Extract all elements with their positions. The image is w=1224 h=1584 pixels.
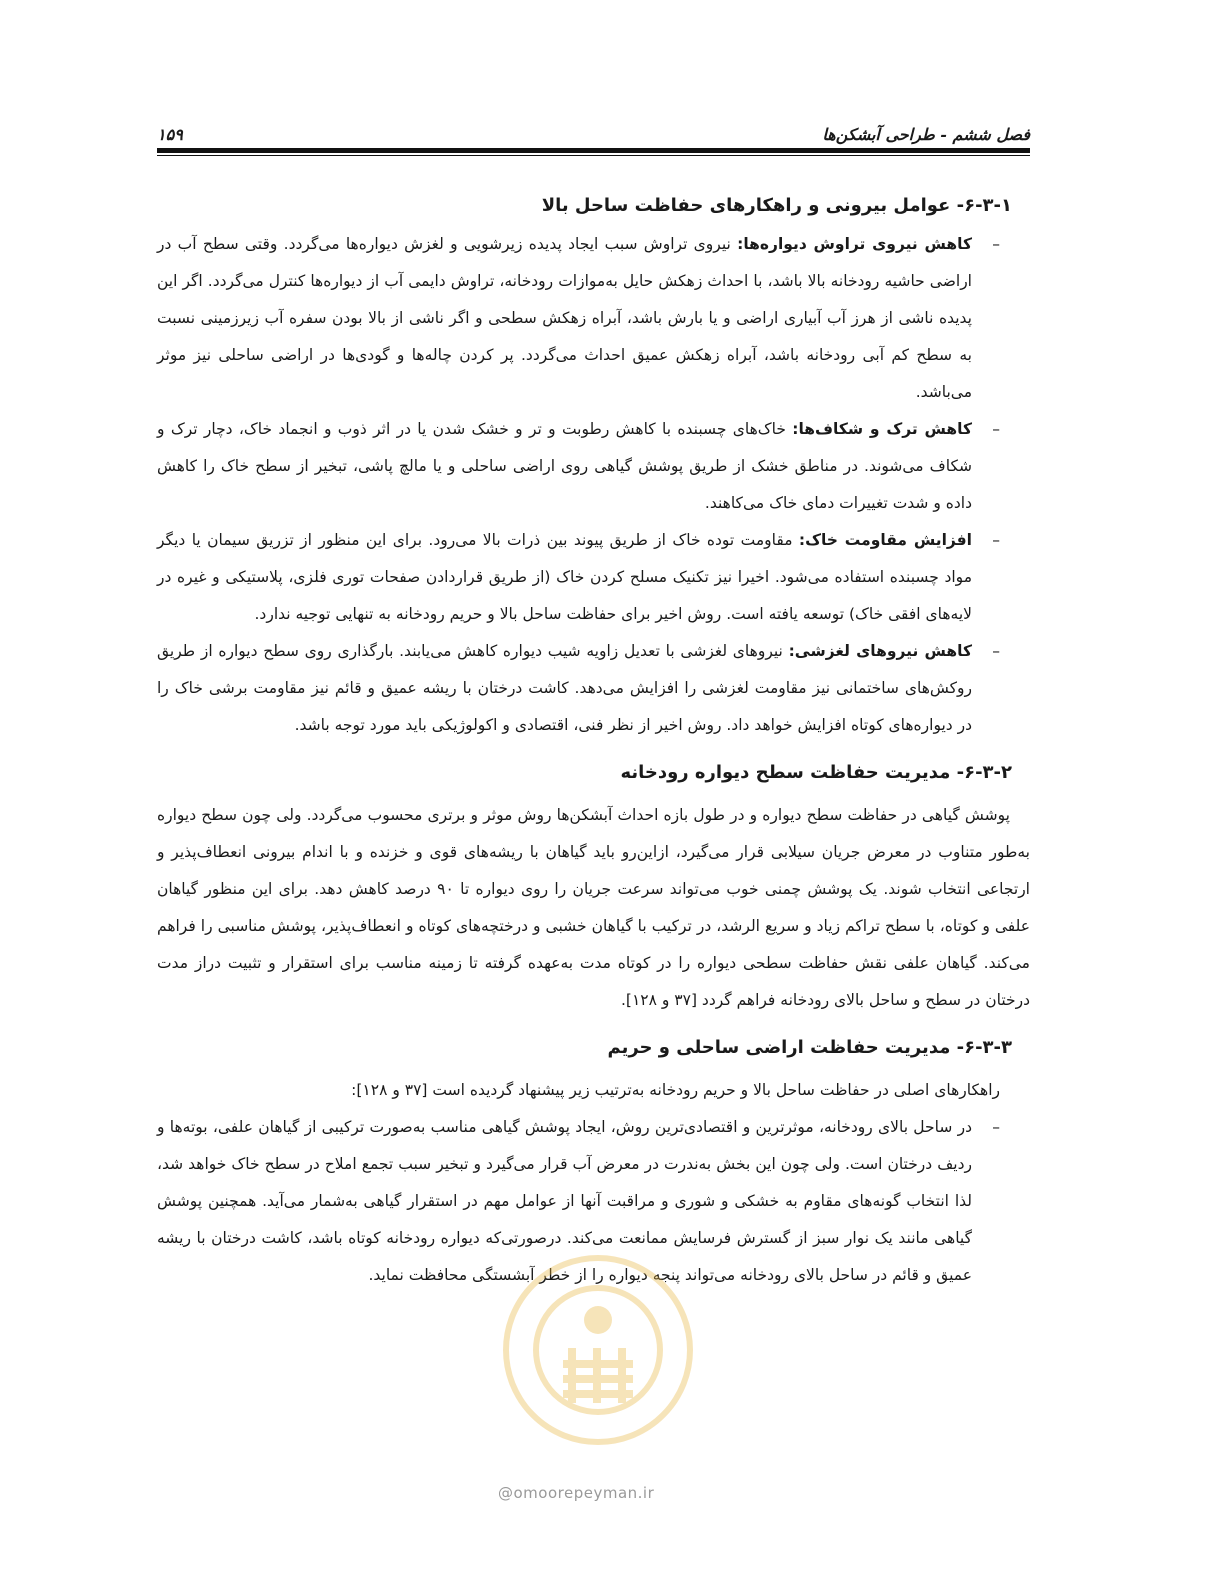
section-heading-3: ۶-۳-۳- مدیریت حفاظت اراضی ساحلی و حریم [607,1037,1012,1058]
item-text: نیروهای لغزشی با تعدیل زاویه شیب دیواره کاهش می‌یابند. بارگذاری روی سطح دیواره از طریق روکش‌های ساختمانی نیز مقاومت لغزشی را افزایش می‌دهد. کاشت درختان با ریشه عمیق و قائم نیز مقاومت برشی خاک را در دیواره‌های کوتاه افزایش خواهد داد. روش اخیر از نظر فنی، اقتصادی و اکولوژیکی باید مورد توجه باشد. [157,642,972,734]
page [157,118,1030,1294]
list-item [157,522,1030,633]
page-header [157,118,1030,144]
section-2-paragraph: پوشش گیاهی در حفاظت سطح دیواره و در طول بازه احداث آبشکن‌ها روش موثر و برتری محسوب می‌گردد. ولی چون سطح دیواره به‌طور متناوب در معرض جریان سیلابی قرار می‌گیرد، ازاین‌رو باید گیاهان با ریشه‌های قوی و خزنده و با اندام بیرونی انعطاف‌پذیر و ارتجاعی انتخاب شوند. یک پوشش چمنی خوب می‌تواند سرعت جریان را روی دیواره تا ۹۰ درصد کاهش دهد. برای این منظور گیاهان علفی و کوتاه، با سطح تراکم زیاد و سریع الرشد، در ترکیب با گیاهان خشبی و درختچه‌های کوتاه و انعطاف‌پذیر، پوشش مناسبی را فراهم می‌کند. گیاهان علفی نقش حفاظت سطحی دیواره را در کوتاه مدت به‌عهده گرفته تا زمینه مناسب برای استقرار و تثبیت دراز مدت درختان در سطح و ساحل بالای رودخانه فراهم گردد [۳۷ و ۱۲۸]. [157,806,1030,1009]
dash-bullet-icon: – [992,420,1000,438]
section-1-list [157,226,1030,744]
list-item [157,226,1030,411]
watermark-url-text: omoorepeyman.ir [513,1484,655,1502]
section-heading-2: ۶-۳-۲- مدیریت حفاظت سطح دیواره رودخانه [620,762,1012,783]
item-text: در ساحل بالای رودخانه، موثرترین و اقتصادی‌ترین روش، ایجاد پوشش گیاهی مناسب به‌صورت ترکیبی از گیاهان علفی، بوته‌ها و ردیف درختان است. ولی چون این بخش به‌ندرت در معرض آب قرار می‌گیرد و تبخیر سبب تجمع املاح در سطح خاک خواهد شد، لذا انتخاب گونه‌های مقاوم به خشکی و شوری و مراقبت آنها از عوامل مهم در استقرار گیاهی به‌شمار می‌آید. همچنین پوشش گیاهی مانند یک نوار سبز از گسترش فرسایش ممانعت می‌کند. درصورتی‌که دیواره رودخانه کوتاه باشد، کاشت درختان با ریشه عمیق و قائم در ساحل بالای رودخانه می‌تواند پنجه دیواره را از خطر آبشستگی محافظت نماید. [157,1118,972,1284]
dash-bullet-icon: – [992,531,1000,549]
item-term: کاهش ترک و شکاف‌ها: [792,420,972,438]
item-text: مقاومت توده خاک از طریق پیوند بین ذرات بالا می‌رود. برای این منظور از تزریق سیمان یا دیگر مواد چسبنده استفاده می‌شود. اخیرا نیز تکنیک مسلح کردن خاک (از طریق قراردادن صفحات توری فلزی، پلاستیکی و غیره در لایه‌های افقی خاک) توسعه یافته است. روش اخیر برای حفاظت ساحل بالا و حریم رودخانه به تنهایی توجیه ندارد. [157,531,972,623]
item-term: کاهش نیروی تراوش دیواره‌ها: [737,235,972,253]
dash-bullet-icon: – [992,1118,1000,1136]
chapter-title: فصل ششم - طراحی آبشکن‌ها [822,125,1030,144]
section-3-intro: راهکارهای اصلی در حفاظت ساحل بالا و حریم رودخانه به‌ترتیب زیر پیشنهاد گردیده است [۳۷ و ۱۲۸]: [351,1081,1000,1099]
header-rule-thin [157,155,1030,156]
dash-bullet-icon: – [992,642,1000,660]
item-term: افزایش مقاومت خاک: [798,531,972,549]
item-text: نیروی تراوش سبب ایجاد پدیده زیرشویی و لغزش دیواره‌ها می‌گردد. وقتی سطح آب در اراضی حاشیه رودخانه بالا باشد، با احداث زهکش حایل به‌موازات رودخانه، تراوش دایمی آب از دیواره‌ها کنترل می‌گردد. اگر این پدیده ناشی از هرز آب آبیاری اراضی و یا بارش باشد، آبراه زهکش سطحی و اگر ناشی از بالا بودن سفره آب زیرزمینی نسبت به سطح کم آبی رودخانه باشد، آبراه زهکش عمیق احداث می‌گردد. پر کردن چاله‌ها و گودی‌ها در اراضی ساحلی نیز موثر می‌باشد. [157,235,972,401]
watermark-url: @omoorepeyman.ir [498,1484,655,1502]
list-item [157,633,1030,744]
section-heading-1: ۶-۳-۱- عوامل بیرونی و راهکارهای حفاظت ساحل بالا [541,195,1012,216]
header-rule-thick [157,148,1030,153]
list-item [157,411,1030,522]
dash-bullet-icon: – [992,235,1000,253]
item-text: خاک‌های چسبنده با کاهش رطوبت و تر و خشک شدن یا در اثر ذوب و انجماد خاک، دچار ترک و شکاف می‌شوند. در مناطق خشک از طریق پوشش گیاهی روی اراضی ساحلی و یا مالچ پاشی، تبخیر از سطح خاک را کاهش داده و شدت تغییرات دمای خاک می‌کاهند. [157,420,972,512]
page-number: ۱۵۹ [157,125,183,144]
item-term: کاهش نیروهای لغزشی: [788,642,972,660]
engineering-seal-logo-icon [468,1240,728,1460]
